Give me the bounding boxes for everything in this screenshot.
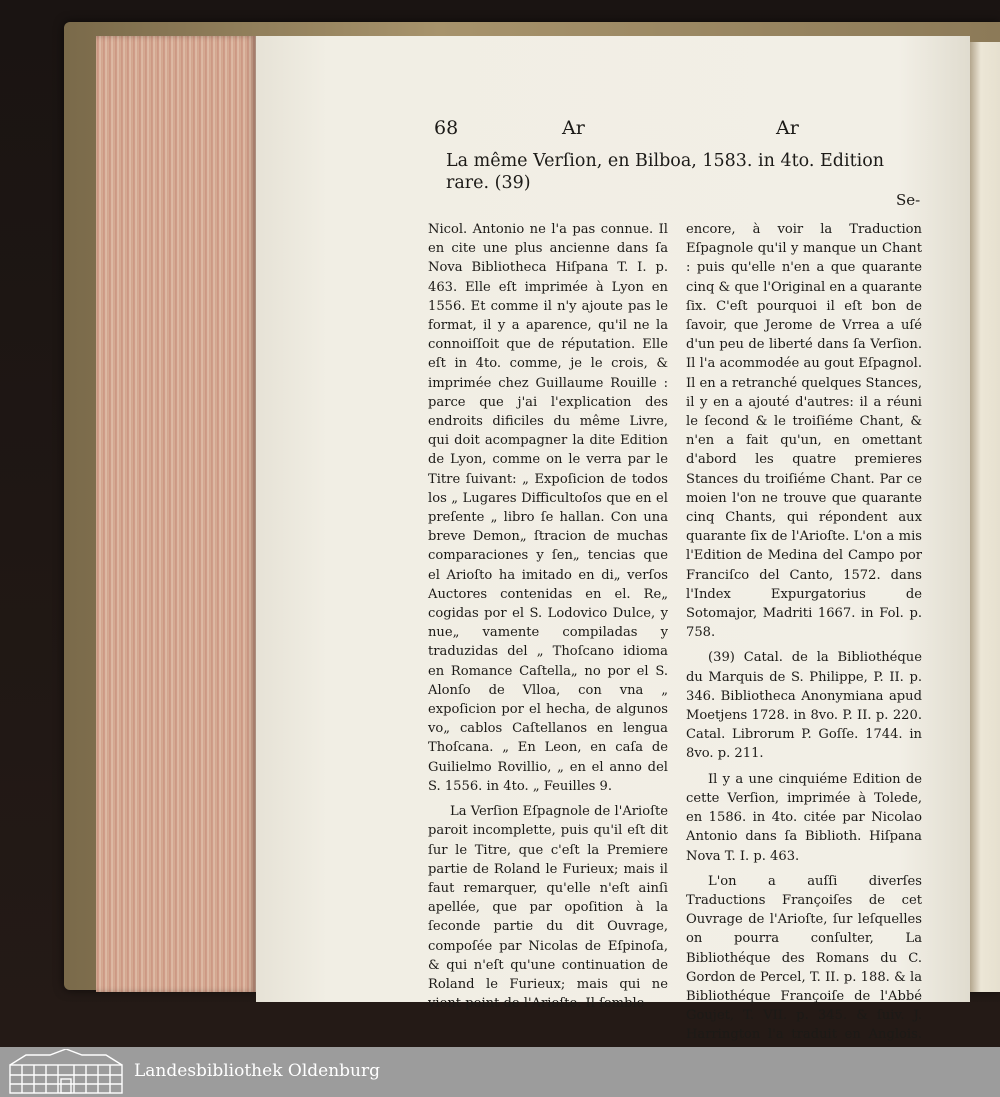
- footnote-39: (39) Catal. de la Bibliothéque du Marquis de S. Philippe, P. II. p. 346. Bibliotheca Anonymiana apud Moetjens 1728. in 8vo. P. II. p. 220. Catal. Librorum P. Goſſe. 1744. in 8vo. p. 211.: [686, 650, 922, 762]
- running-head-right: Ar: [776, 117, 799, 139]
- running-head-left: Ar: [562, 117, 585, 139]
- page-number: 68: [434, 117, 459, 139]
- facing-page-edge: [968, 42, 1000, 992]
- paragraph: Nicol. Antonio ne l'a pas connue. Il en cite une plus ancienne dans ſa Nova Bibliotheca Hiſpana T. I. p. 463. Elle eſt imprimée à Lyon en 1556. Et comme il n'y ajoute pas le format, il y a aparence, qu'il ne la connoiſſoit que de réputation. Elle eſt in 4to. comme, je le crois, & imprimée chez Guillaume Rouille : parce que j'ai l'explication des endroits dificiles du même Livre, qui doit acompagner la dite Edition de Lyon, comme on le verra par le Titre ſuivant: „ Expoſicion de todos los „ Lugares Difficultoſos que en el preſente „ libro ſe hallan. Con una breve Demon„ ſtracion de muchas comparaciones y ſen„ tencias que el Arioſto ha imitado en di„ verſos Auctores contenidas en el. Re„ cogidas por el S. Lodovico Dulce, y nue„ vamente compiladas y traduzidas del „ Thoſcano idioma en Romance Caſtella„ no por el S. Alonſo de Vlloa, con vna „ expoſicion por el hecha, de algunos vo„ cablos Caſtellanos en lengua Thoſcana. „ En Leon, en caſa de Guilielmo Rovillio, „ en el anno del S. 1556. in 4to. „ Feuilles 9.: [428, 222, 668, 794]
- institution-name: Landesbibliothek Oldenburg: [134, 1061, 381, 1081]
- headline: La même Verſion, en Bilboa, 1583. in 4to. Edition rare. (39): [446, 151, 885, 193]
- library-building-icon: [8, 1049, 124, 1095]
- text-column-left: [428, 220, 668, 1013]
- paragraph: La Verſion Eſpagnole de l'Arioſte paroit incomplette, puis qu'il eſt dit ſur le Titre, que c'eſt la Premiere partie de Roland le Furieux; mais il faut remarquer, qu'elle n'eſt ainſi apellée, que par opoſition à la ſeconde partie du dit Ouvrage, compoſée par Nicolas de Eſpinoſa, & qui n'eſt qu'une continuation de Roland le Furieux; mais qui ne vient point de l'Arioſte. Il ſemble: [428, 804, 668, 1012]
- catchword-top: Se-: [896, 191, 921, 209]
- text-column-right: [686, 220, 922, 1089]
- page-edges: [96, 36, 256, 992]
- paragraph: L'on a auſſi diverſes Traductions Françoiſes de cet Ouvrage de l'Arioſte, ſur leſquelles on pourra conſulter, La Bibliothéque des Romans du C. Gordon de Percel, T. II. p. 188. & la Bibliothéque Françoiſe de l'Abbé Goujet, T. VII. p. 345. & ſuiv. J. Harrington l'a traduit en Anglois.: [686, 873, 922, 1043]
- paragraph: encore, à voir la Traduction Eſpagnole qu'il y manque un Chant : puis qu'elle n'en a que quarante cinq & que l'Original en a quarante ſix. C'eſt pourquoi il eſt bon de ſavoir, que Jerome de Vrrea a uſé d'un peu de liberté dans ſa Verſion. Il l'a acommodée au gout Eſpagnol. Il en a retranché quelques Stances, il y en a ajouté d'autres: il a réuni le ſecond & le troiſiéme Chant, & n'en a fait qu'un, en omettant d'abord les quatre premieres Stances du troiſiéme Chant. Par ce moien l'on ne trouve que quarante cinq Chants, qui répondent aux quarante ſix de l'Arioſte. L'on a mis l'Edition de Medina del Campo por Franciſco del Canto, 1572. dans l'Index Expurgatorius de Sotomajor, Madriti 1667. in Fol. p. 758.: [686, 222, 922, 641]
- footer-bar: [0, 1047, 1000, 1097]
- paragraph: Il y a une cinquiéme Edition de cette Verſion, imprimée à Tolede, en 1586. in 4to. citée par Nicolao Antonio dans ſa Biblioth. Hiſpana Nova T. I. p. 463.: [686, 771, 922, 864]
